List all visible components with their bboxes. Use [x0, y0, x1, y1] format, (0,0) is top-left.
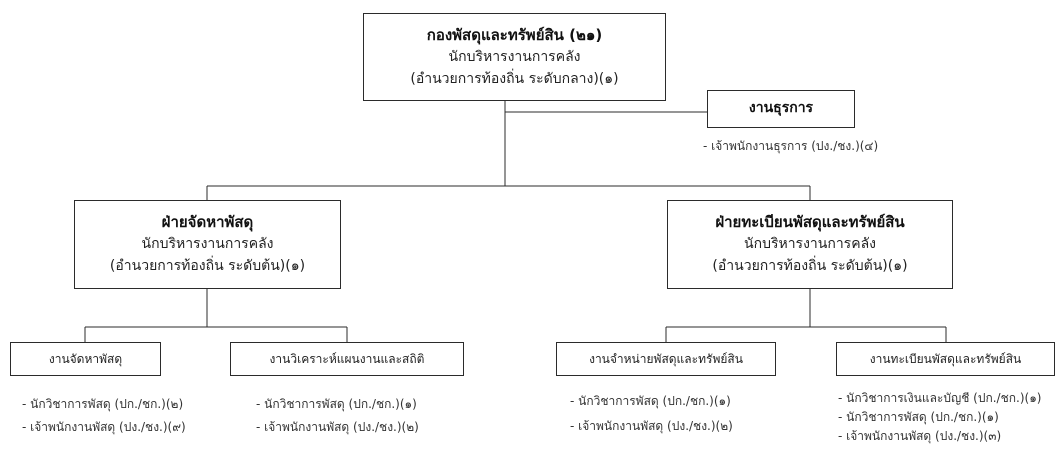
root-box: [363, 13, 666, 101]
division-position: นักบริหารงานการคลัง: [744, 236, 876, 253]
section-title: งานจำหน่ายพัสดุและทรัพย์สิน: [589, 351, 743, 366]
section-box-analysis: [230, 342, 464, 376]
staff-item: - เจ้าพนักงานพัสดุ (ปง./ชง.)(๒): [570, 419, 733, 434]
section-title: งานจัดหาพัสดุ: [48, 351, 123, 366]
admin-unit-staff-list: [703, 137, 878, 156]
division-position: นักบริหารงานการคลัง: [141, 236, 274, 253]
division-level: (อำนวยการท้องถิ่น ระดับต้น)(๑): [109, 258, 306, 275]
staff-list-analysis: [256, 395, 419, 437]
staff-item: - นักวิชาการเงินและบัญชี (ปก./ชก.)(๑): [838, 391, 1042, 405]
division-title: ฝ่ายทะเบียนพัสดุและทรัพย์สิน: [715, 213, 905, 232]
division-box-procurement: [74, 200, 341, 289]
section-title: งานวิเคราะห์แผนงานและสถิติ: [269, 351, 425, 366]
staff-list-disposal: [570, 392, 733, 436]
root-title: กองพัสดุและทรัพย์สิน (๒๑): [426, 25, 603, 44]
division-box-registry: [667, 200, 953, 289]
root-position: นักบริหารงานการคลัง: [448, 48, 581, 65]
section-box-procurement: [10, 342, 161, 376]
staff-item: - นักวิชาการพัสดุ (ปก./ชก.)(๑): [256, 397, 417, 411]
section-title: งานทะเบียนพัสดุและทรัพย์สิน: [869, 351, 1022, 366]
staff-item: - นักวิชาการพัสดุ (ปก./ชก.)(๒): [22, 397, 184, 411]
root-level: (อำนวยการท้องถิ่น ระดับกลาง)(๑): [410, 70, 619, 87]
admin-unit-box: [707, 90, 855, 128]
division-title: ฝ่ายจัดหาพัสดุ: [161, 213, 254, 232]
staff-item: - นักวิชาการพัสดุ (ปก./ชก.)(๑): [570, 394, 731, 408]
staff-item: - เจ้าพนักงานพัสดุ (ปง./ชง.)(๓): [838, 429, 1002, 444]
staff-item: - เจ้าพนักงานพัสดุ (ปง./ชง.)(๒): [256, 420, 419, 435]
section-box-registry: [836, 342, 1055, 376]
admin-unit-title: งานธุรการ: [748, 100, 814, 117]
staff-list-procurement: [22, 395, 186, 437]
section-box-disposal: [556, 342, 776, 376]
staff-list-registry: [838, 389, 1042, 447]
division-level: (อำนวยการท้องถิ่น ระดับต้น)(๑): [712, 258, 908, 275]
staff-item: - เจ้าพนักงานพัสดุ (ปง./ชง.)(๙): [22, 420, 186, 435]
staff-item: - เจ้าพนักงานธุรการ (ปง./ชง.)(๔): [703, 139, 879, 153]
staff-item: - นักวิชาการพัสดุ (ปก./ชก.)(๑): [838, 410, 999, 425]
